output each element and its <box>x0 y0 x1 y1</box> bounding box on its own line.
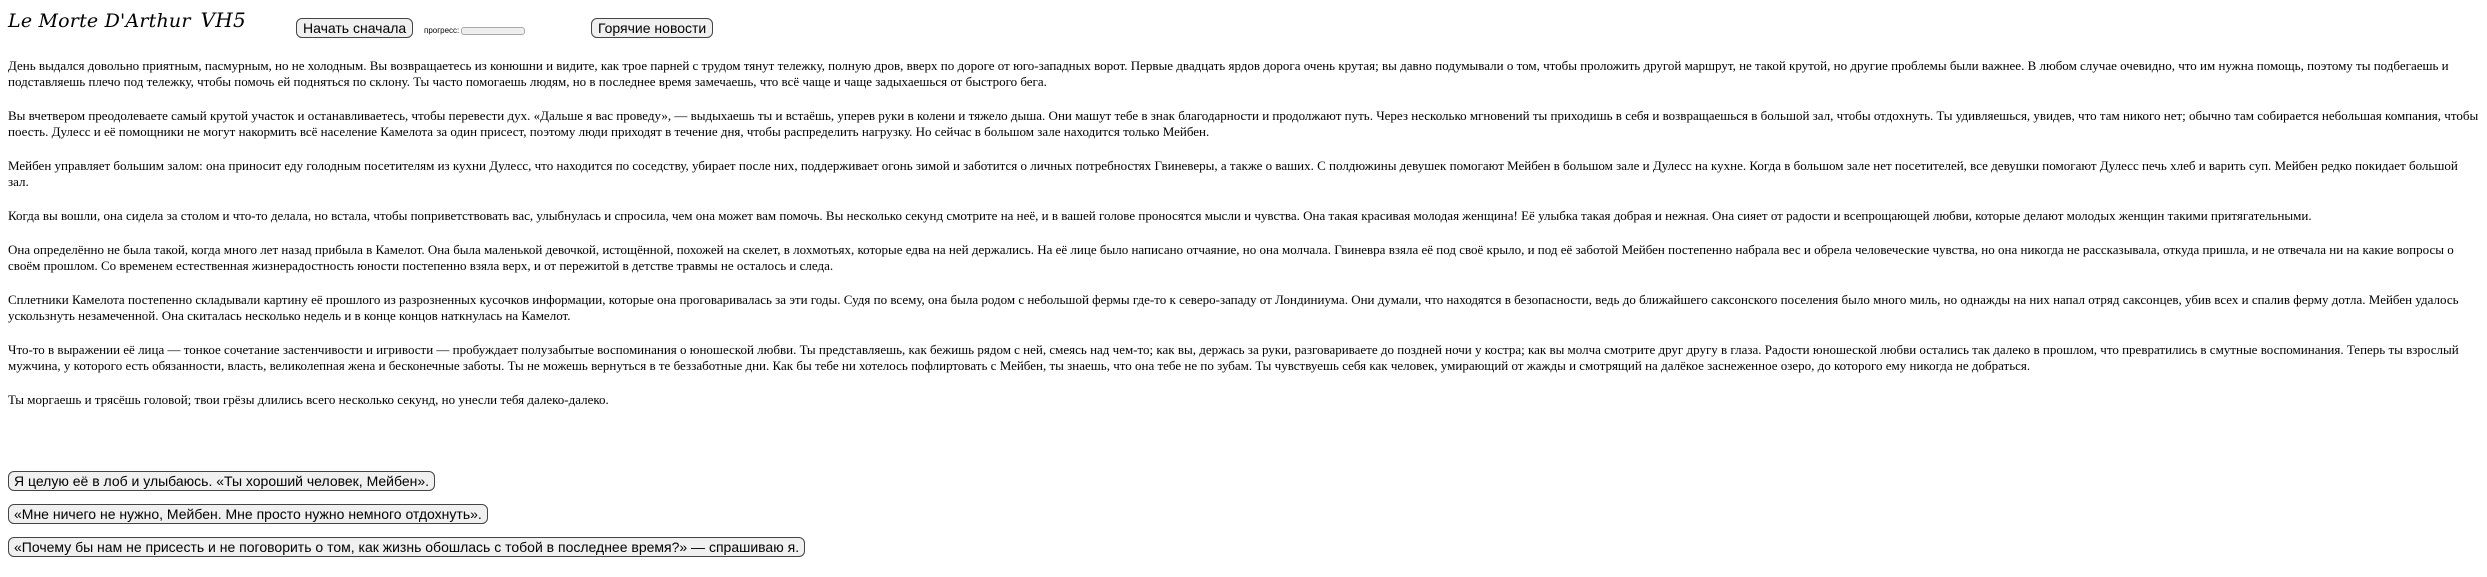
choice-list <box>8 471 805 570</box>
restart-button[interactable]: Начать сначала <box>296 18 413 38</box>
progress-indicator <box>424 26 525 36</box>
story-text <box>8 58 2480 426</box>
news-button[interactable]: Горячие новости <box>591 18 713 38</box>
story-paragraph: Что-то в выражении её лица — тонкое сочетание застенчивости и игривости — пробуждает полузабытые воспоминания о юношеской любви. Ты представляешь, как бежишь рядом с ней, смеясь над чем-то; как вы, держась за руки, разговариваете до поздней ночи у костра; как вы молча смотрите друг другу в глаза. Радости юношеской любви остались так далеко в прошлом, что превратились в смутные воспоминания. Теперь ты взрослый мужчина, у которого есть обязанности, власть, великолепная жена и бесконечные заботы. Ты не можешь вернуться в те беззаботные дни. Как бы тебе ни хотелось пофлиртовать с Мейбен, ты знаешь, что она тебе не по зубам. Ты чувствуешь себя как человек, умирающий от жажды и смотрящий на далёкое заснеженное озеро, до которого ему никогда не добраться. <box>8 342 2459 373</box>
progress-label: прогресс: <box>424 26 460 35</box>
game-title-text: Le Morte D'Arthur <box>8 10 191 32</box>
story-paragraph: Сплетники Камелота постепенно складывали картину её прошлого из разрозненных кусочков информации, которые она проговаривалась за эти годы. Судя по всему, она была родом с небольшой фермы где-то к северо-западу от Лондиниума. Они думали, что находятся в безопасности, ведь до ближайшего саксонского поселения было много миль, но однажды на них напал отряд саксонцев, убив всех и спалив ферму дотла. Мейбен удалось ускользнуть незамеченной. Она скиталась несколько недель и в конце концов наткнулась на Камелот. <box>8 292 2459 323</box>
story-paragraph: Ты моргаешь и трясёшь головой; твои грёзы длились всего несколько секунд, но унесли тебя далеко-далеко. <box>8 392 609 407</box>
story-paragraph: Мейбен управляет большим залом: она приносит еду голодным посетителям из кухни Дулесс, что находится по соседству, убирает после них, поддерживает огонь зимой и заботится о личных потребностях Гвиневеры, а также о ваших. С полдюжины девушек помогают Мейбен в большом зале и Дулесс на кухне. Когда в большом зале нет посетителей, все девушки помогают Дулесс печь хлеб и варить суп. Мейбен редко покидает большой зал. <box>8 158 2458 189</box>
story-paragraph: Она определённо не была такой, когда много лет назад прибыла в Камелот. Она была маленькой девочкой, истощённой, похожей на скелет, в лохмотьях, которые едва на ней держались. На её лице было написано отчаяние, но она молчала. Гвиневра взяла её под своё крыло, и под её заботой Мейбен постепенно набрала вес и обрела человеческие чувства, но она никогда не рассказывала, откуда пришла, и не отвечала ни на какие вопросы о своём прошлом. Со временем естественная жизнерадостность юности постепенно взяла верх, и от пережитой в детстве травмы не осталось и следа. <box>8 242 2454 273</box>
story-paragraph: Когда вы вошли, она сидела за столом и что-то делала, но встала, чтобы поприветствовать вас, улыбнулась и спросила, чем она может вам помочь. Вы несколько секунд смотрите на неё, и в вашей голове проносятся мысли и чувства. Она такая красивая молодая женщина! Её улыбка такая добрая и нежная. Она сияет от радости и всепрощающей любви, которые делают молодых женщин такими притягательными. <box>8 208 2312 223</box>
game-title <box>8 8 246 33</box>
progress-bar <box>461 27 525 35</box>
choice-button-rest[interactable]: «Мне ничего не нужно, Мейбен. Мне просто нужно немного отдохнуть». <box>8 504 488 524</box>
story-paragraph: Вы вчетвером преодолеваете самый крутой участок и останавливаетесь, чтобы перевести дух. «Дальше я вас проведу», — выдыхаешь ты и встаёшь, уперев руки в колени и тяжело дыша. Они машут тебе в знак благодарности и продолжают путь. Через несколько мгновений ты приходишь в себя и возвращаешься в большой зал, чтобы отдохнуть. Ты удивляешься, увидев, что там никого нет; обычно там собирается небольшая компания, чтобы поесть. Дулесс и её помощники не могут накормить всё население Камелота за один присест, поэтому люди приходят в течение дня, чтобы распределить нагрузку. Но сейчас в большом зале находится только Мейбен. <box>8 108 2479 139</box>
story-paragraph: День выдался довольно приятным, пасмурным, но не холодным. Вы возвращаетесь из конюшни и видите, как трое парней с трудом тянут тележку, полную дров, вверх по дороге от юго-западных ворот. Первые двадцать ярдов дорога очень крутая; вы давно подумывали о том, чтобы проложить другой маршрут, не такой крутой, но другие проблемы были важнее. В любом случае очевидно, что им нужна помощь, поэтому ты подбегаешь и подставляешь плечо под тележку, чтобы помочь ей подняться по склону. Ты часто помогаешь людям, но в последнее время замечаешь, что всё чаще и чаще задыхаешься от быстрого бега. <box>8 58 2449 89</box>
choice-button-kiss[interactable]: Я целую её в лоб и улыбаюсь. «Ты хороший человек, Мейбен». <box>8 471 435 491</box>
game-version: VH5 <box>200 8 246 32</box>
choice-button-talk[interactable]: «Почему бы нам не присесть и не поговорить о том, как жизнь обошлась с тобой в последнее время?» — спрашиваю я. <box>8 537 805 557</box>
header-bar <box>8 6 2478 40</box>
